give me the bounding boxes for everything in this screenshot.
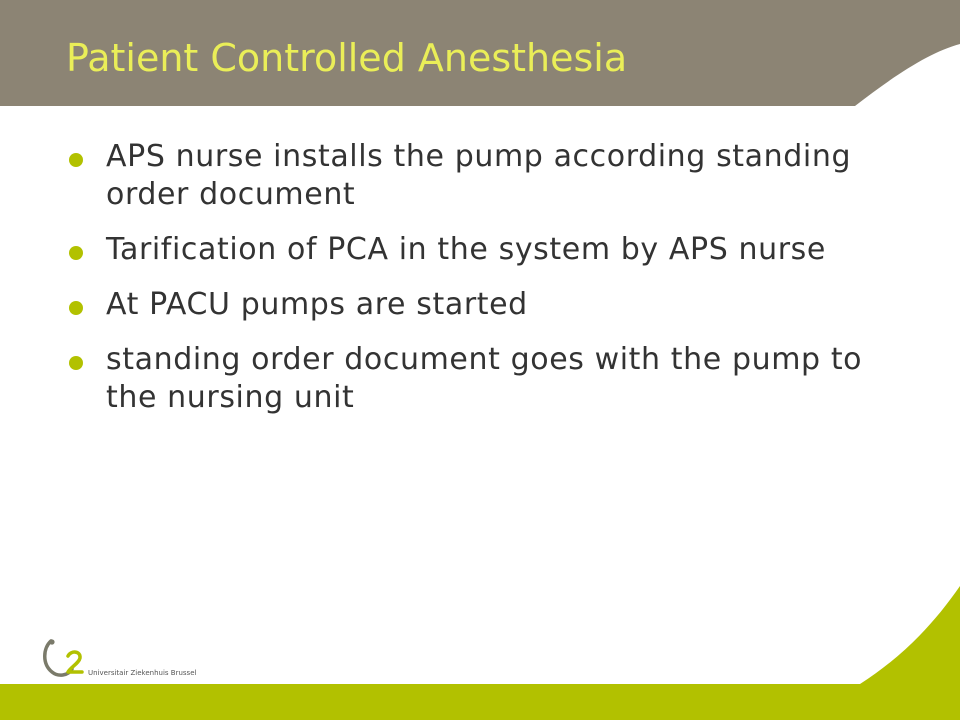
- bullet-dot-icon: [69, 356, 83, 370]
- bullet-text: APS nurse installs the pump according standing order document: [106, 139, 852, 212]
- footer-swoosh: [860, 586, 960, 684]
- bullet-list: [66, 138, 896, 434]
- bullet-item: [66, 138, 896, 214]
- slide-title: Patient Controlled Anesthesia: [66, 36, 628, 80]
- bullet-text: Tarification of PCA in the system by APS nurse: [106, 232, 826, 267]
- bullet-text: standing order document goes with the pump to the nursing unit: [106, 342, 863, 415]
- uzbrussel-logo: [38, 636, 208, 684]
- logo-text: Universitair Ziekenhuis Brussel: [88, 669, 197, 677]
- logo-mark-icon: [38, 636, 88, 680]
- bullet-dot-icon: [69, 301, 83, 315]
- bullet-item: [66, 286, 896, 324]
- bullet-dot-icon: [69, 153, 83, 167]
- bullet-text: At PACU pumps are started: [106, 287, 528, 322]
- bullet-item: [66, 231, 896, 269]
- bullet-dot-icon: [69, 246, 83, 260]
- bullet-item: [66, 341, 896, 417]
- footer-band: [0, 684, 960, 720]
